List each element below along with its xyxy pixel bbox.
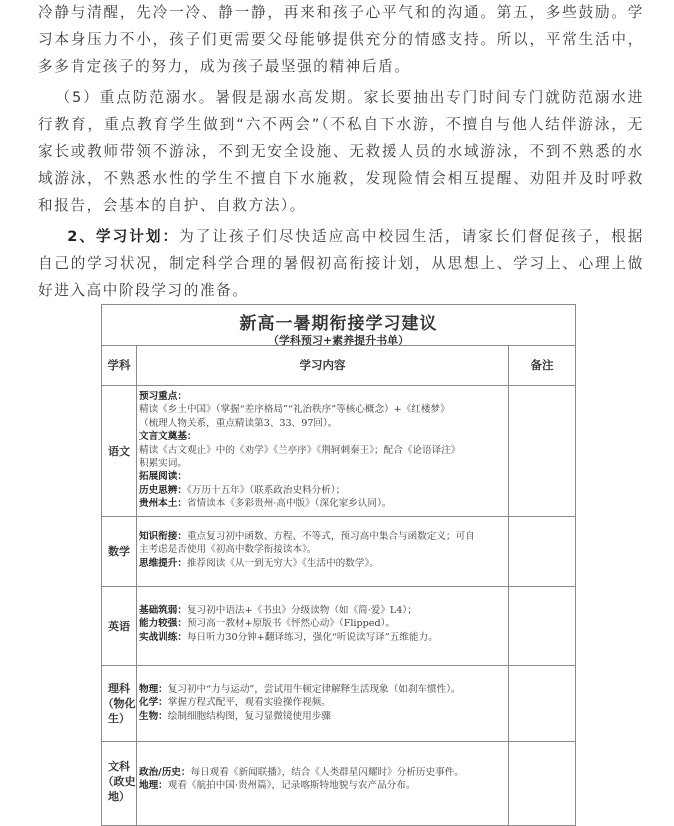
content-line: 地理：观看《航拍中国·贵州篇》，记录喀斯特地貌与农产品分布。 xyxy=(139,780,416,792)
table-column-divider xyxy=(136,345,137,825)
content-line: （梳理人物关系，重点精读第3、33、97回）。 xyxy=(139,417,338,429)
paragraph-study-plan xyxy=(38,223,644,304)
paragraph-encouragement: 冷静与清醒，先冷一冷、静一静，再来和孩子心平气和的沟通。第五，多些鼓励。学习本身压力不小，孩子们更需要父母能够提供充分的情感支持。所以，平常生活中，多多肯定孩子的努力，成为孩子最坚强的精神后盾。 xyxy=(38,4,644,75)
paragraph-drowning-prevention: （5）重点防范溺水。暑假是溺水高发期。家长要抽出专门时间专门就防范溺水进行教育，重点教育学生做到“六不两会”（不私自下水游，不擅自与他人结伴游泳，无家长或教师带领不游泳，不到无安全设施、无救援人员的水域游泳，不到不熟悉的水域游泳，不熟悉水性的学生不擅自下水施救，发现险情会相互提醒、劝阻并及时呼救和报告，会基本的自护、自救方法）。 xyxy=(38,89,644,214)
table-rule xyxy=(102,665,575,666)
content-line: 能力较强：预习高一教材+原版书《怦然心动》（Flipped）。 xyxy=(139,618,395,630)
subject-science-line: （物化 xyxy=(102,697,136,710)
content-line: 积累实词。 xyxy=(139,458,187,470)
content-line: 思维提升：推荐阅读《从一到无穷大》《生活中的数学》。 xyxy=(139,557,379,569)
content-line: 历史思辨：《万历十五年》（联系政治史料分析）； xyxy=(139,484,346,496)
content-english xyxy=(139,604,505,644)
subject-science-line: 理科 xyxy=(108,682,130,695)
content-line: 主考虑是否使用《初高中数学衔接读本》。 xyxy=(139,544,317,556)
content-line: 预习重点： xyxy=(139,391,187,402)
content-line: 生物：绘制细胞结构图，复习显微镜使用步骤 xyxy=(139,710,331,722)
header-content: 学习内容 xyxy=(299,358,346,372)
study-plan-label: 2、学习计划： xyxy=(67,228,180,245)
content-line: 贵州本土：省情读本《多彩贵州·高中版》（深化家乡认同）。 xyxy=(139,498,392,510)
subject-english: 英语 xyxy=(108,619,130,633)
content-line: 拓展阅读： xyxy=(139,471,187,483)
content-line: 物理：复习初中“力与运动”，尝试用牛顿定律解释生活现象（如刹车惯性）。 xyxy=(139,684,461,695)
content-line: 化学：掌握方程式配平，观看实验操作视频。 xyxy=(139,697,331,709)
subject-math: 数学 xyxy=(108,545,130,558)
subject-humanities-line: 文科 xyxy=(108,759,130,773)
content-science xyxy=(139,683,505,723)
content-chinese xyxy=(139,390,505,511)
subject-humanities-line: 地） xyxy=(108,789,130,803)
table-subtitle: （学科预习+素养提升书单） xyxy=(267,334,410,347)
content-line: 实战训练：每日听力30分钟+翻译练习，强化“听说读写译”五维能力。 xyxy=(139,631,438,643)
subject-science-line: 生） xyxy=(108,712,130,725)
subject-humanities-line: （政史 xyxy=(102,774,136,788)
study-suggestion-table xyxy=(101,304,576,826)
content-line: 基础筑弱：复习初中语法+《书虫》分级读物（如《简·爱》L4）； xyxy=(139,605,417,616)
content-line: 政治/历史：每日观看《新闻联播》，结合《人类群星闪耀时》分析历史事件。 xyxy=(139,767,464,778)
subject-science xyxy=(102,666,136,741)
content-line: 文言文奠基： xyxy=(139,431,197,443)
table-column-divider xyxy=(508,345,509,825)
content-line: 知识衔接：重点复习初中函数、方程、不等式，预习高中集合与函数定义；可自 xyxy=(139,531,475,542)
table-rule xyxy=(102,586,575,587)
subject-chinese: 语文 xyxy=(108,444,130,458)
header-subject: 学科 xyxy=(107,358,131,372)
content-math xyxy=(139,530,505,570)
header-notes: 备注 xyxy=(530,358,554,372)
content-line: 精读《古文观止》中的《劝学》《兰亭序》《荆轲刺秦王》；配合《论语译注》 xyxy=(139,444,461,456)
table-title: 新高一暑期衔接学习建议 xyxy=(239,314,438,334)
content-line: 精读《乡土中国》（掌握“差序格局”“礼治秩序”等核心概念）+《红楼梦》 xyxy=(139,404,450,416)
table-rule xyxy=(102,741,575,742)
table-rule xyxy=(102,385,575,386)
study-plan-text: 为了让孩子们尽快适应高中校园生活，请家长们督促孩子，根据自己的学习状况，制定科学合理的暑假初高衔接计划，从思想上、学习上、心理上做好进入高中阶段学习的准备。 xyxy=(38,228,644,299)
subject-humanities xyxy=(102,745,136,817)
table-rule xyxy=(102,516,575,517)
content-humanities xyxy=(139,766,505,793)
